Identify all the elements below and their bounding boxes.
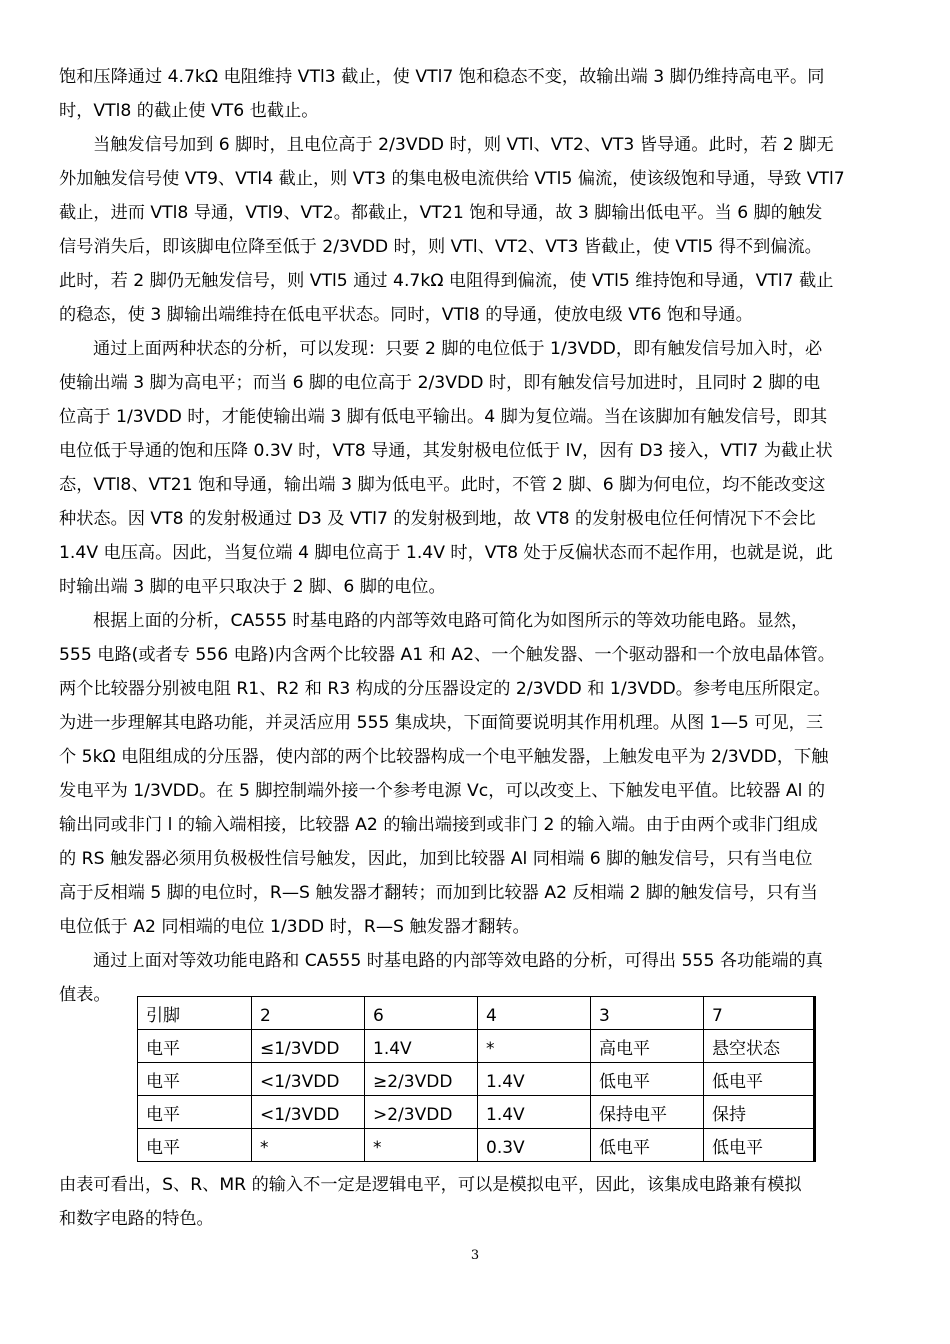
table-cell: >2/3VDD [365, 1096, 478, 1129]
table-cell: 6 [365, 997, 478, 1030]
text-line: 的稳态，使 3 脚输出端维持在低电平状态。同时，VTl8 的导通，使放电级 VT6 饱和导通。 [59, 305, 753, 325]
text-line: 由表可看出，S、R、MR 的输入不一定是逻辑电平，可以是模拟电平，因此，该集成电路兼有模拟 [59, 1175, 802, 1195]
text-line: 外加触发信号使 VT9、VTl4 截止，则 VT3 的集电极电流供给 VTl5 偏流，使该级饱和导通，导致 VTl7 [59, 169, 845, 189]
paragraph [59, 332, 895, 604]
table-cell: 低电平 [704, 1063, 815, 1096]
table-cell: 3 [591, 997, 704, 1030]
text-line: 时，VTl8 的截止使 VT6 也截止。 [59, 101, 319, 121]
text-line: 555 电路(或者专 556 电路)内含两个比较器 A1 和 A2、一个触发器、一个驱动器和一个放电晶体管。 [59, 645, 835, 665]
table-cell: 4 [478, 997, 591, 1030]
table-conclusion [59, 1168, 895, 1236]
text-line: 根据上面的分析，CA555 时基电路的内部等效电路可简化为如图所示的等效功能电路。显然， [93, 611, 809, 631]
table-cell: * [365, 1129, 478, 1162]
text-line: 高于反相端 5 脚的电位时，R—S 触发器才翻转；而加到比较器 A2 反相端 2 脚的触发信号，只有当 [59, 883, 818, 903]
table-cell: 电平 [138, 1096, 252, 1129]
text-line: 饱和压降通过 4.7kΩ 电阻维持 VTl3 截止，使 VTl7 饱和稳态不变，故输出端 3 脚仍维持高电平。同 [59, 67, 825, 87]
table-cell: ≥2/3VDD [365, 1063, 478, 1096]
text-line: 两个比较器分别被电阻 R1、R2 和 R3 构成的分压器设定的 2/3VDD 和 1/3VDD。参考电压所限定。 [59, 679, 831, 699]
table-cell: 低电平 [704, 1129, 815, 1162]
text-line: 当触发信号加到 6 脚时，且电位高于 2/3VDD 时，则 VTl、VT2、VT3 皆导通。此时，若 2 脚无 [93, 135, 834, 155]
text-line: 输出同或非门 l 的输入端相接，比较器 A2 的输出端接到或非门 2 的输入端。由于由两个或非门组成 [59, 815, 818, 835]
table-cell: 高电平 [591, 1030, 704, 1063]
truth-table [137, 996, 816, 1162]
text-line: 的 RS 触发器必须用负极极性信号触发，因此，加到比较器 Al 同相端 6 脚的触发信号，只有当电位 [59, 849, 813, 869]
table-cell: 低电平 [591, 1063, 704, 1096]
table-cell: 0.3V [478, 1129, 591, 1162]
paragraph [59, 128, 895, 332]
text-line: 信号消失后，即该脚电位降至低于 2/3VDD 时，则 VTl、VT2、VT3 皆截止，使 VTl5 得不到偏流。 [59, 237, 822, 257]
table-row [138, 1063, 815, 1096]
text-line: 个 5kΩ 电阻组成的分压器，使内部的两个比较器构成一个电平触发器，上触发电平为 2/3VDD，下触 [59, 747, 829, 767]
text-line: 值表。 [59, 985, 111, 1005]
table-cell: 电平 [138, 1030, 252, 1063]
table-cell: 1.4V [365, 1030, 478, 1063]
text-line: 使输出端 3 脚为高电平；而当 6 脚的电位高于 2/3VDD 时，即有触发信号加进时，且同时 2 脚的电 [59, 373, 821, 393]
text-line: 和数字电路的特色。 [59, 1209, 214, 1229]
table-cell: <1/3VDD [252, 1063, 365, 1096]
text-line: 1.4V 电压高。因此，当复位端 4 脚电位高于 1.4V 时，VT8 处于反偏状态而不起作用，也就是说，此 [59, 543, 833, 563]
table-cell: <1/3VDD [252, 1096, 365, 1129]
text-line: 为进一步理解其电路功能，并灵活应用 555 集成块，下面简要说明其作用机理。从图 1—5 可见，三 [59, 713, 824, 733]
table-header-row [138, 997, 815, 1030]
table-cell: 引脚 [138, 997, 252, 1030]
table-cell: 1.4V [478, 1096, 591, 1129]
table-cell: 7 [704, 997, 815, 1030]
table-row [138, 1096, 815, 1129]
table-cell: 保持 [704, 1096, 815, 1129]
table-cell: 电平 [138, 1063, 252, 1096]
table-cell: 悬空状态 [704, 1030, 815, 1063]
table-row [138, 1030, 815, 1063]
table-cell: 保持电平 [591, 1096, 704, 1129]
paragraph [59, 604, 895, 944]
text-line: 电位低于导通的饱和压降 0.3V 时，VT8 导通，其发射极电位低于 lV，因有 D3 接入，VTl7 为截止状 [59, 441, 833, 461]
table-cell: 电平 [138, 1129, 252, 1162]
table-cell: 低电平 [591, 1129, 704, 1162]
paragraph [59, 60, 895, 128]
table-cell: 2 [252, 997, 365, 1030]
text-line: 电位低于 A2 同相端的电位 1/3DD 时，R—S 触发器才翻转。 [59, 917, 530, 937]
text-line: 位高于 1/3VDD 时，才能使输出端 3 脚有低电平输出。4 脚为复位端。当在该脚加有触发信号，即其 [59, 407, 828, 427]
text-line: 通过上面两种状态的分析，可以发现：只要 2 脚的电位低于 1/3VDD，即有触发信号加入时，必 [93, 339, 823, 359]
text-line: 种状态。因 VT8 的发射极通过 D3 及 VTl7 的发射极到地，故 VT8 的发射极电位任何情况下不会比 [59, 509, 816, 529]
table-cell: * [478, 1030, 591, 1063]
table-cell: ≤1/3VDD [252, 1030, 365, 1063]
text-line: 通过上面对等效功能电路和 CA555 时基电路的内部等效电路的分析，可得出 555 各功能端的真 [93, 951, 823, 971]
table-cell: * [252, 1129, 365, 1162]
text-line: 此时，若 2 脚仍无触发信号，则 VTl5 通过 4.7kΩ 电阻得到偏流，使 VTl5 维持饱和导通，VTl7 截止 [59, 271, 834, 291]
body-text [59, 60, 895, 1012]
text-line: 截止，进而 VTl8 导通，VTl9、VT2。都截止，VT21 饱和导通，故 3 脚输出低电平。当 6 脚的触发 [59, 203, 823, 223]
table-cell: 1.4V [478, 1063, 591, 1096]
text-line: 时输出端 3 脚的电平只取决于 2 脚、6 脚的电位。 [59, 577, 446, 597]
text-line: 发电平为 1/3VDD。在 5 脚控制端外接一个参考电源 Vc，可以改变上、下触发电平值。比较器 Al 的 [59, 781, 826, 801]
table-row [138, 1129, 815, 1162]
page-number: 3 [470, 1248, 480, 1263]
text-line: 态，VTl8、VT21 饱和导通，输出端 3 脚为低电平。此时，不管 2 脚、6 脚为何电位，均不能改变这 [59, 475, 826, 495]
